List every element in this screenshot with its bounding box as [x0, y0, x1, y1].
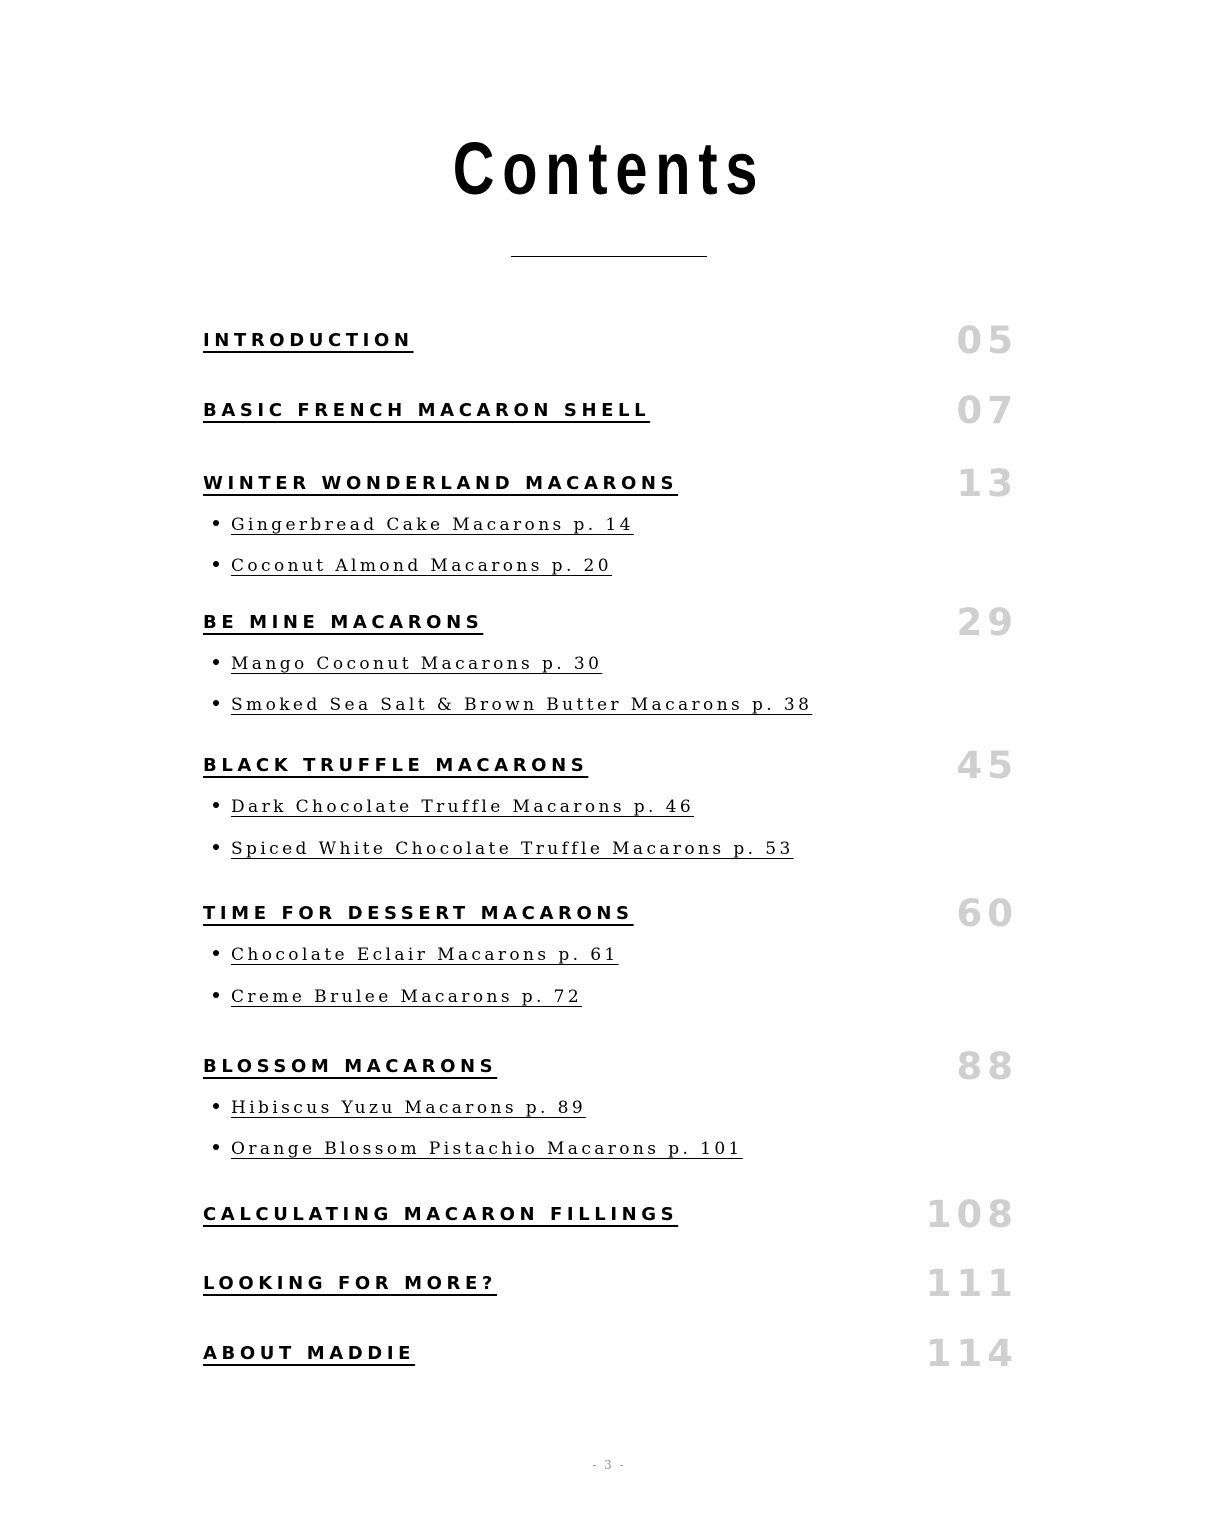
bullet-icon — [213, 561, 219, 567]
toc-section-about-maddie — [203, 1332, 1018, 1375]
toc-link-winter-wonderland[interactable]: WINTER WONDERLAND MACARONS — [203, 473, 679, 494]
bullet-icon — [213, 659, 219, 665]
toc-section-winter-wonderland — [203, 462, 1018, 576]
toc-sub-item — [213, 1097, 586, 1119]
bullet-icon — [213, 1144, 219, 1150]
toc-link-black-truffle[interactable]: BLACK TRUFFLE MACARONS — [203, 755, 589, 776]
toc-sub-link[interactable]: Orange Blossom Pistachio Macarons p. 101 — [231, 1139, 743, 1159]
toc-link-blossom[interactable]: BLOSSOM MACARONS — [203, 1056, 498, 1077]
toc-sub-link[interactable]: Creme Brulee Macarons p. 72 — [231, 987, 583, 1007]
toc-link-introduction[interactable]: INTRODUCTION — [203, 330, 414, 351]
toc-sub-link[interactable]: Smoked Sea Salt & Brown Butter Macarons p. 38 — [231, 695, 813, 715]
toc-section-basic-shell — [203, 389, 1018, 432]
toc-link-be-mine[interactable]: BE MINE MACARONS — [203, 612, 484, 633]
toc-sub-item — [213, 653, 602, 675]
toc-page-number: 60 — [956, 892, 1018, 935]
toc-sub-link[interactable]: Coconut Almond Macarons p. 20 — [231, 556, 612, 576]
bullet-icon — [213, 700, 219, 706]
toc-section-looking-for-more — [203, 1262, 1018, 1305]
toc-page-number: 114 — [925, 1332, 1018, 1375]
toc-link-time-for-dessert[interactable]: TIME FOR DESSERT MACARONS — [203, 903, 634, 924]
toc-sub-item — [213, 944, 619, 966]
toc-section-be-mine — [203, 601, 1018, 715]
toc-page-number: 111 — [925, 1262, 1018, 1305]
toc-page-number: 29 — [956, 601, 1018, 644]
toc-sub-link[interactable]: Mango Coconut Macarons p. 30 — [231, 654, 603, 674]
toc-page-number: 13 — [956, 462, 1018, 505]
page-title: Contents — [452, 127, 766, 210]
toc-sub-item — [213, 838, 794, 860]
bullet-icon — [213, 950, 219, 956]
toc-link-about-maddie[interactable]: ABOUT MADDIE — [203, 1343, 416, 1364]
toc-link-basic-shell[interactable]: BASIC FRENCH MACARON SHELL — [203, 400, 651, 421]
title-divider — [511, 256, 707, 257]
toc-section-black-truffle — [203, 744, 1018, 859]
toc-sub-link[interactable]: Dark Chocolate Truffle Macarons p. 46 — [231, 797, 695, 817]
toc-section-blossom — [203, 1045, 1018, 1159]
toc-sub-item — [213, 796, 694, 818]
toc-sub-link[interactable]: Gingerbread Cake Macarons p. 14 — [231, 515, 634, 535]
toc-page-number: 05 — [956, 319, 1018, 362]
page-footer-number: - 3 - — [592, 1458, 626, 1472]
toc-sub-item — [213, 555, 612, 577]
toc-page-number: 88 — [956, 1045, 1018, 1088]
bullet-icon — [213, 992, 219, 998]
toc-link-calculating-fillings[interactable]: CALCULATING MACARON FILLINGS — [203, 1204, 679, 1225]
toc-sub-link[interactable]: Chocolate Eclair Macarons p. 61 — [231, 945, 619, 965]
toc-sub-link[interactable]: Hibiscus Yuzu Macarons p. 89 — [231, 1098, 587, 1118]
toc-link-looking-for-more[interactable]: LOOKING FOR MORE? — [203, 1273, 497, 1294]
toc-section-time-for-dessert — [203, 892, 1018, 1007]
toc-page-number: 45 — [956, 744, 1018, 787]
bullet-icon — [213, 844, 219, 850]
toc-sub-item — [213, 514, 634, 536]
toc-sub-item — [213, 986, 582, 1008]
bullet-icon — [213, 1103, 219, 1109]
bullet-icon — [213, 802, 219, 808]
toc-section-introduction — [203, 319, 1018, 362]
toc-page-number: 108 — [925, 1193, 1018, 1236]
toc-sub-item — [213, 1138, 743, 1160]
bullet-icon — [213, 520, 219, 526]
toc-section-calculating-fillings — [203, 1193, 1018, 1236]
toc-sub-link[interactable]: Spiced White Chocolate Truffle Macarons p. 53 — [231, 839, 794, 859]
toc-page-number: 07 — [956, 389, 1018, 432]
toc-sub-item — [213, 694, 812, 716]
